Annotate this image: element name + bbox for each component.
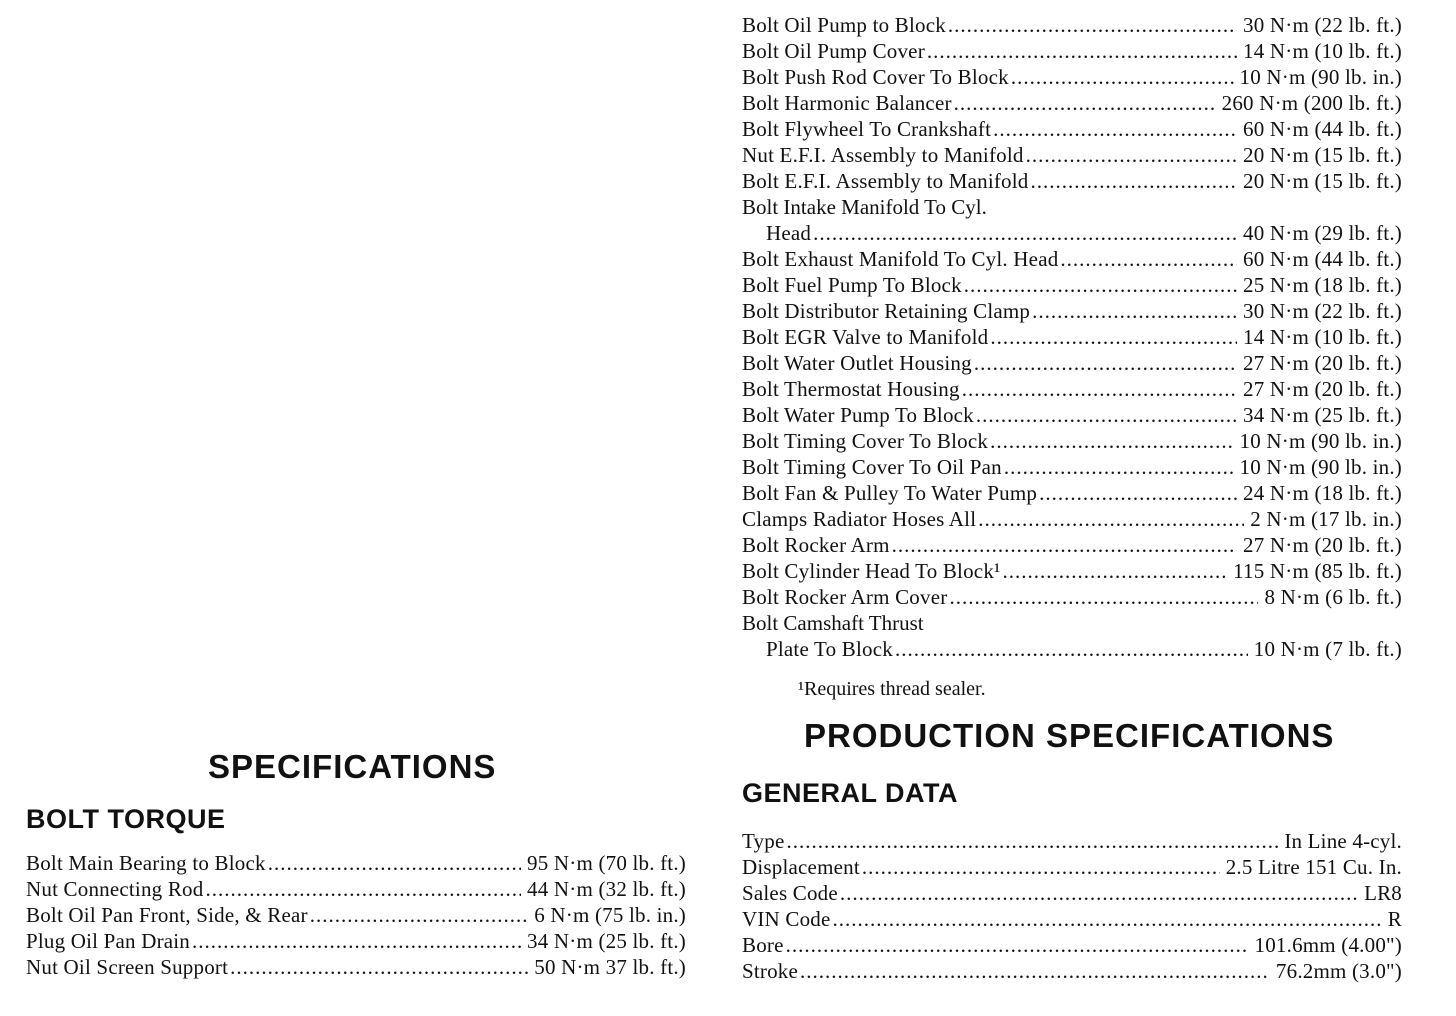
table-row <box>742 532 1402 558</box>
table-row <box>742 854 1402 880</box>
table-row <box>742 168 1402 194</box>
right-torque-table <box>742 12 1402 662</box>
row-value: 260 N·m (200 lb. ft.) <box>1221 91 1402 115</box>
row-label: Bolt Rocker Arm <box>742 533 890 557</box>
table-row <box>742 636 1402 662</box>
row-value: 24 N·m (18 lb. ft.) <box>1243 481 1402 505</box>
table-row <box>742 428 1402 454</box>
row-value: 101.6mm (4.00") <box>1254 933 1402 957</box>
table-row <box>742 932 1402 958</box>
row-value: 10 N·m (90 lb. in.) <box>1239 455 1402 479</box>
table-row <box>742 958 1402 984</box>
table-row-label-line1: Bolt Intake Manifold To Cyl. <box>742 195 987 219</box>
table-row-label-line1: Bolt Camshaft Thrust <box>742 611 924 635</box>
row-label: Bolt Main Bearing to Block <box>26 851 266 875</box>
row-label: Head <box>766 221 812 245</box>
table-row <box>742 454 1402 480</box>
row-value: LR8 <box>1364 881 1402 905</box>
row-value: 2 N·m (17 lb. in.) <box>1250 507 1402 531</box>
row-label: Displacement <box>742 855 860 879</box>
row-label: Plug Oil Pan Drain <box>26 929 191 953</box>
table-row <box>742 402 1402 428</box>
table-row <box>26 876 686 902</box>
row-label: Bolt Harmonic Balancer <box>742 91 952 115</box>
table-row <box>742 298 1402 324</box>
row-value: 40 N·m (29 lb. ft.) <box>1243 221 1402 245</box>
table-row <box>742 906 1402 932</box>
row-value: 27 N·m (20 lb. ft.) <box>1243 377 1402 401</box>
row-value: 2.5 Litre 151 Cu. In. <box>1225 855 1402 879</box>
row-label: Bolt Oil Pump Cover <box>742 39 925 63</box>
row-label: Bolt Distributor Retaining Clamp <box>742 299 1031 323</box>
table-row <box>742 64 1402 90</box>
row-label: Bolt Water Outlet Housing <box>742 351 972 375</box>
row-label: Bolt Thermostat Housing <box>742 377 960 401</box>
row-value: 30 N·m (22 lb. ft.) <box>1243 13 1402 37</box>
table-row <box>742 272 1402 298</box>
row-value: 6 N·m (75 lb. in.) <box>534 903 686 927</box>
table-row <box>742 350 1402 376</box>
row-label: Bolt Timing Cover To Oil Pan <box>742 455 1002 479</box>
table-row <box>742 584 1402 610</box>
row-label: Bolt Rocker Arm Cover <box>742 585 948 609</box>
row-label: Stroke <box>742 959 799 983</box>
row-value: 14 N·m (10 lb. ft.) <box>1243 325 1402 349</box>
row-label: Bolt Oil Pan Front, Side, & Rear <box>26 903 308 927</box>
table-row <box>26 902 686 928</box>
row-value: 10 N·m (7 lb. ft.) <box>1253 637 1402 661</box>
table-row <box>742 12 1402 38</box>
row-value: 14 N·m (10 lb. ft.) <box>1243 39 1402 63</box>
table-row <box>742 480 1402 506</box>
table-row <box>26 954 686 980</box>
row-label: Bolt Oil Pump to Block <box>742 13 946 37</box>
row-value: 34 N·m (25 lb. ft.) <box>527 929 686 953</box>
row-value: 10 N·m (90 lb. in.) <box>1239 429 1402 453</box>
row-label: Bolt Flywheel To Crankshaft <box>742 117 992 141</box>
row-label: Bolt Push Rod Cover To Block <box>742 65 1009 89</box>
row-value: 8 N·m (6 lb. ft.) <box>1264 585 1402 609</box>
row-label: Type <box>742 829 785 853</box>
bolt-torque-heading: BOLT TORQUE <box>26 804 226 834</box>
row-value: 95 N·m (70 lb. ft.) <box>527 851 686 875</box>
row-value: 34 N·m (25 lb. ft.) <box>1243 403 1402 427</box>
table-row <box>742 116 1402 142</box>
table-row <box>742 828 1402 854</box>
thread-sealer-footnote: ¹Requires thread sealer. <box>798 678 986 700</box>
row-label: Nut E.F.I. Assembly to Manifold <box>742 143 1024 167</box>
row-label: Bolt E.F.I. Assembly to Manifold <box>742 169 1029 193</box>
row-value: 60 N·m (44 lb. ft.) <box>1243 247 1402 271</box>
row-value: 76.2mm (3.0") <box>1275 959 1402 983</box>
table-row <box>742 376 1402 402</box>
row-value: 44 N·m (32 lb. ft.) <box>527 877 686 901</box>
general-data-table <box>742 828 1402 984</box>
row-value: 10 N·m (90 lb. in.) <box>1239 65 1402 89</box>
table-row <box>26 850 686 876</box>
table-row <box>742 880 1402 906</box>
row-label: Bolt EGR Valve to Manifold <box>742 325 989 349</box>
left-torque-table <box>26 850 686 980</box>
specifications-heading: SPECIFICATIONS <box>208 748 497 785</box>
row-label: Nut Connecting Rod <box>26 877 204 901</box>
row-label: Plate To Block <box>766 637 893 661</box>
table-row <box>742 558 1402 584</box>
table-row <box>742 220 1402 246</box>
production-specifications-heading: PRODUCTION SPECIFICATIONS <box>804 717 1335 754</box>
row-value: 25 N·m (18 lb. ft.) <box>1243 273 1402 297</box>
row-label: Clamps Radiator Hoses All <box>742 507 977 531</box>
row-value: 50 N·m 37 lb. ft.) <box>534 955 686 979</box>
row-label: Nut Oil Screen Support <box>26 955 229 979</box>
row-value: In Line 4-cyl. <box>1284 829 1402 853</box>
row-value: 115 N·m (85 lb. ft.) <box>1233 559 1402 583</box>
general-data-heading: GENERAL DATA <box>742 778 959 808</box>
row-label: VIN Code <box>742 907 831 931</box>
row-value: 20 N·m (15 lb. ft.) <box>1243 169 1402 193</box>
table-row <box>742 324 1402 350</box>
row-label: Sales Code <box>742 881 838 905</box>
table-row <box>742 38 1402 64</box>
table-row <box>742 246 1402 272</box>
row-value: 60 N·m (44 lb. ft.) <box>1243 117 1402 141</box>
row-label: Bolt Exhaust Manifold To Cyl. Head <box>742 247 1059 271</box>
row-label: Bore <box>742 933 784 957</box>
row-value: 20 N·m (15 lb. ft.) <box>1243 143 1402 167</box>
row-label: Bolt Water Pump To Block <box>742 403 974 427</box>
row-label: Bolt Cylinder Head To Block¹ <box>742 559 1001 583</box>
table-row <box>742 142 1402 168</box>
row-value: R <box>1387 907 1402 931</box>
row-label: Bolt Fan & Pulley To Water Pump <box>742 481 1038 505</box>
table-row <box>742 90 1402 116</box>
table-row <box>742 506 1402 532</box>
table-row <box>26 928 686 954</box>
row-label: Bolt Fuel Pump To Block <box>742 273 962 297</box>
row-value: 27 N·m (20 lb. ft.) <box>1243 533 1402 557</box>
row-label: Bolt Timing Cover To Block <box>742 429 989 453</box>
row-value: 30 N·m (22 lb. ft.) <box>1243 299 1402 323</box>
row-value: 27 N·m (20 lb. ft.) <box>1243 351 1402 375</box>
